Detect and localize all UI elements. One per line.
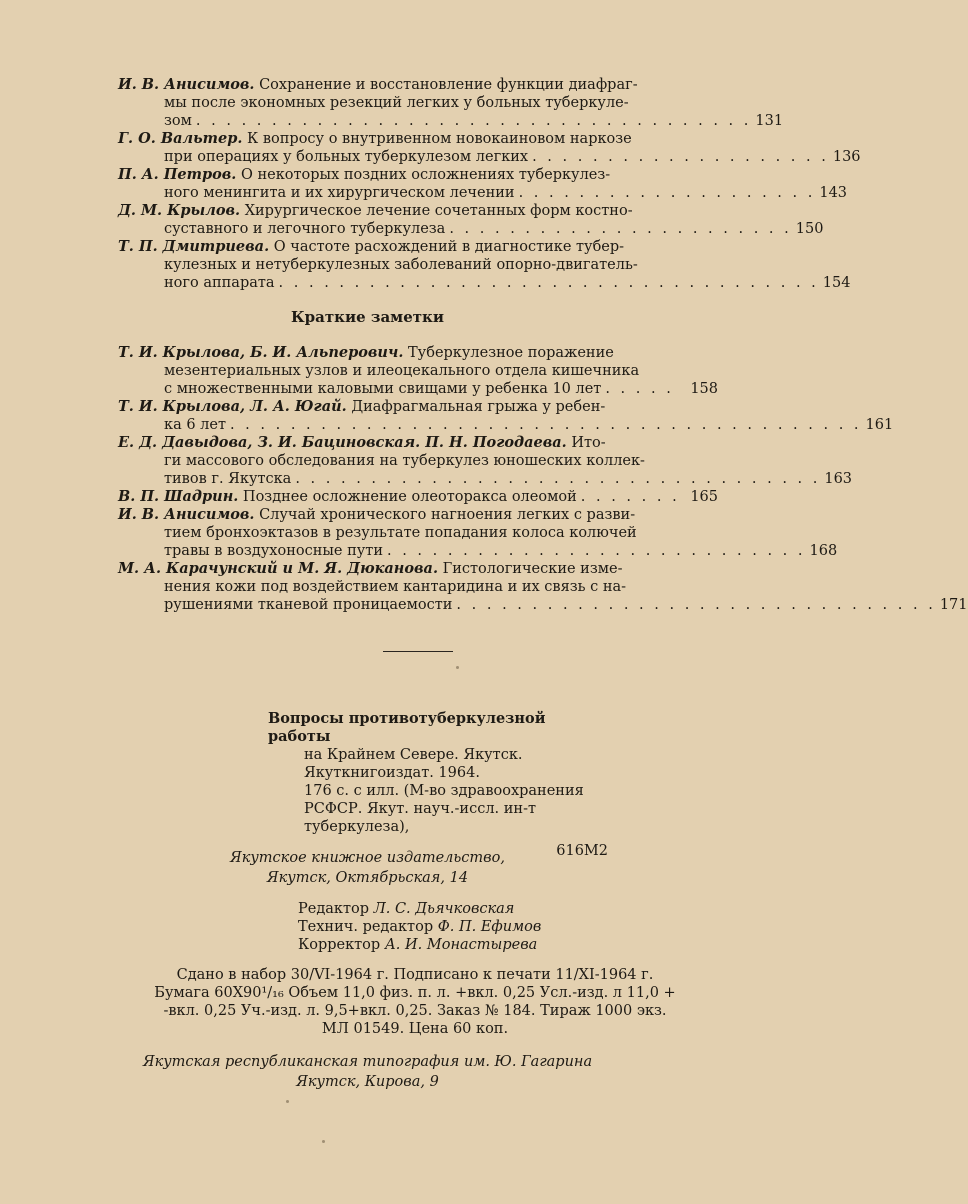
entry-author: Д. М. Крылов. (118, 202, 241, 219)
entry-title-line: тием бронхоэктазов в результате попадания колоса колючей (164, 525, 637, 541)
entry-author: Т. П. Дмитриева. (118, 238, 270, 255)
entry-title-line: рушениями тканевой проницаемости (164, 597, 453, 613)
toc-list (118, 76, 861, 292)
entry-author: П. А. Петров. (118, 166, 237, 183)
divider (383, 651, 453, 652)
printing-house-address: Якутск, Кирова, 9 (296, 1074, 439, 1090)
entry-author: И. В. Анисимов. (118, 506, 255, 523)
section-title: Краткие заметки (291, 308, 444, 326)
toc-entry: Г. О. Вальтер. К вопросу о внутривенном новокаиновом наркозе при операциях у больных туберкулезом легких . . . . . . . . . . . . . . . . . . . . 136 (118, 130, 861, 165)
entry-title-line: Позднее осложнение олеоторакса олеомой (242, 489, 577, 505)
entry-title-line: тивов г. Якутска (164, 471, 292, 487)
entry-author: Т. И. Крылова, Л. А. Югай. (118, 398, 347, 415)
toc-entry: М. А. Карачунский и М. Я. Дюканова. Гистологические изме- нения кожи под воздействием кантаридина и их связь с на- рушениями тканевой проницаемости . . . . . . . . . . . . . . . . . . . . . . . . . . . . . . . . 171 (118, 560, 968, 613)
entry-author: Е. Д. Давыдова, З. И. Бациновская. П. Н. Погодаева. (118, 434, 567, 451)
staff-line (298, 900, 541, 918)
toc-entry: Т. П. Дмитриева. О частоте расхождений в диагностике тубер- кулезных и нетуберкулезных заболеваний опорно-двигатель- ного аппарата . . . . . . . . . . . . . . . . . . . . . . . . . . . . . . . . . . . . 154 (118, 238, 851, 291)
paper-speck (456, 666, 459, 669)
entry-title-line: К вопросу о внутривенном новокаиновом наркозе (247, 131, 632, 147)
entry-author: В. П. Шадрин. (118, 488, 239, 505)
imprint-line: РСФСР. Якут. науч.-иссл. ин-т (304, 801, 537, 817)
entry-page-number: 165 (690, 489, 718, 505)
imprint-line: на Крайнем Севере. Якутск. (304, 747, 523, 763)
entry-page-number: 131 (755, 113, 784, 129)
staff-name: А. И. Монастырева (384, 937, 538, 953)
entry-author: Т. И. Крылова, Б. И. Альперович. (118, 344, 404, 361)
print-line: Бумага 60Х90¹/₁₆ Объем 11,0 физ. п. л. +вкл. 0,25 Усл.-изд. л 11,0 + (154, 985, 676, 1001)
publisher-block (0, 848, 735, 888)
print-line: МЛ 01549. Цена 60 коп. (321, 1021, 509, 1037)
entry-title-line: ного аппарата (164, 275, 275, 291)
print-line: -вкл. 0,25 Уч.-изд. л. 9,5+вкл. 0,25. Заказ № 184. Тираж 1000 экз. (163, 1003, 667, 1019)
classification-code: 616М2 (556, 843, 608, 859)
paper-speck (286, 1100, 289, 1103)
entry-title-line: ного менингита и их хирургическом лечении (164, 185, 515, 201)
staff-name: Л. С. Дьячковская (373, 901, 515, 917)
entry-title-line: ги массового обследования на туберкулез юношеских коллек- (164, 453, 645, 469)
entry-page-number: 143 (819, 185, 848, 201)
paper-speck (322, 1140, 325, 1143)
entry-title-line: Диафрагмальная грыжа у ребен- (351, 399, 606, 415)
entry-title-line: мезентериальных узлов и илеоцекального отдела кишечника (164, 363, 640, 379)
entry-title-line: травы в воздухоносные пути (164, 543, 383, 559)
staff-role: Корректор (298, 937, 381, 953)
toc-entry: В. П. Шадрин. Позднее осложнение олеоторакса олеомой . . . . . . . 165 (118, 488, 718, 505)
entry-title-line: О частоте расхождений в диагностике тубер- (273, 239, 625, 255)
entry-title-line: при операциях у больных туберкулезом легких (164, 149, 529, 165)
notes-list (118, 344, 968, 614)
printing-house (0, 1052, 735, 1092)
entry-page-number: 171 (939, 597, 968, 613)
entry-title-line: кулезных и нетуберкулезных заболеваний опорно-двигатель- (164, 257, 638, 273)
imprint-line: Якуткнигоиздат. 1964. (304, 765, 480, 781)
entry-page-number: 154 (822, 275, 851, 291)
imprint-title: Вопросы противотуберкулезной работы (268, 710, 546, 745)
entry-title-line: Случай хронического нагноения легких с разви- (259, 507, 636, 523)
entry-page-number: 136 (832, 149, 861, 165)
entry-title-line: с множественными каловыми свищами у ребенка 10 лет (164, 381, 602, 397)
entry-title-line: ка 6 лет (164, 417, 226, 433)
entry-title-line: О некоторых поздних осложнениях туберкулез- (240, 167, 611, 183)
staff-line (298, 936, 541, 954)
toc-entry: И. В. Анисимов. Сохранение и восстановление функции диафраг- мы после экономных резекций легких у больных туберкуле- зом . . . . . . . . . . . . . . . . . . . . . . . . . . . . . . . . . . . . . 131 (118, 76, 784, 129)
entry-author: И. В. Анисимов. (118, 76, 255, 93)
staff-block (298, 900, 541, 954)
toc-entry: Т. И. Крылова, Б. И. Альперович. Туберкулезное поражение мезентериальных узлов и илеоцекального отдела кишечника с множественными каловыми свищами у ребенка 10 лет . . . . . 158 (118, 344, 718, 397)
print-line: Сдано в набор 30/VI-1964 г. Подписано к печати 11/XI-1964 г. (176, 967, 654, 983)
entry-title-line: Туберкулезное поражение (408, 345, 614, 361)
staff-role: Редактор (298, 901, 370, 917)
entry-page-number: 163 (824, 471, 853, 487)
entry-title-line: Ито- (571, 435, 606, 451)
entry-page-number: 158 (690, 381, 718, 397)
staff-role: Технич. редактор (298, 919, 434, 935)
entry-author: Г. О. Вальтер. (118, 130, 243, 147)
printing-house-name: Якутская республиканская типография им. Ю. Гагарина (142, 1054, 593, 1070)
toc-entry: Е. Д. Давыдова, З. И. Бациновская. П. Н. Погодаева. Ито- ги массового обследования на туберкулез юношеских коллек- тивов г. Якутска . . . . . . . . . . . . . . . . . . . . . . . . . . . . . . . . . . . 163 (118, 434, 853, 487)
print-details (120, 966, 710, 1038)
staff-line (298, 918, 541, 936)
entry-title-line: Сохранение и восстановление функции диафраг- (259, 77, 638, 93)
entry-title-line: суставного и легочного туберкулеза (164, 221, 446, 237)
imprint-block (268, 710, 608, 860)
staff-name: Ф. П. Ефимов (437, 919, 542, 935)
publisher-address: Якутск, Октябрьская, 14 (266, 870, 469, 886)
entry-page-number: 168 (809, 543, 838, 559)
entry-title-line: нения кожи под воздействием кантаридина и их связь с на- (164, 579, 627, 595)
entry-title-line: Хирургическое лечение сочетанных форм костно- (244, 203, 633, 219)
entry-title-line: зом (164, 113, 192, 129)
imprint-line: туберкулеза), (304, 819, 410, 835)
publisher-name: Якутское книжное издательство, (230, 850, 505, 866)
toc-entry: Т. И. Крылова, Л. А. Югай. Диафрагмальная грыжа у ребен- ка 6 лет . . . . . . . . . . . . . . . . . . . . . . . . . . . . . . . . . . . . . . . . . . 161 (118, 398, 894, 433)
entry-page-number: 150 (795, 221, 824, 237)
toc-entry: П. А. Петров. О некоторых поздних осложнениях туберкулез- ного менингита и их хирургическом лечении . . . . . . . . . . . . . . . . . . . . 143 (118, 166, 848, 201)
entry-title-line: мы после экономных резекций легких у больных туберкуле- (164, 95, 629, 111)
entry-page-number: 161 (865, 417, 894, 433)
toc-entry: Д. М. Крылов. Хирургическое лечение сочетанных форм костно- суставного и легочного туберкулеза . . . . . . . . . . . . . . . . . . . . . . . 150 (118, 202, 824, 237)
entry-author: М. А. Карачунский и М. Я. Дюканова. (118, 560, 439, 577)
toc-entry: И. В. Анисимов. Случай хронического нагноения легких с разви- тием бронхоэктазов в результате попадания колоса колючей травы в воздухоносные пути . . . . . . . . . . . . . . . . . . . . . . . . . . . . 168 (118, 506, 838, 559)
imprint-line: 176 с. с илл. (М-во здравоохранения (304, 783, 584, 799)
entry-title-line: Гистологические изме- (442, 561, 623, 577)
